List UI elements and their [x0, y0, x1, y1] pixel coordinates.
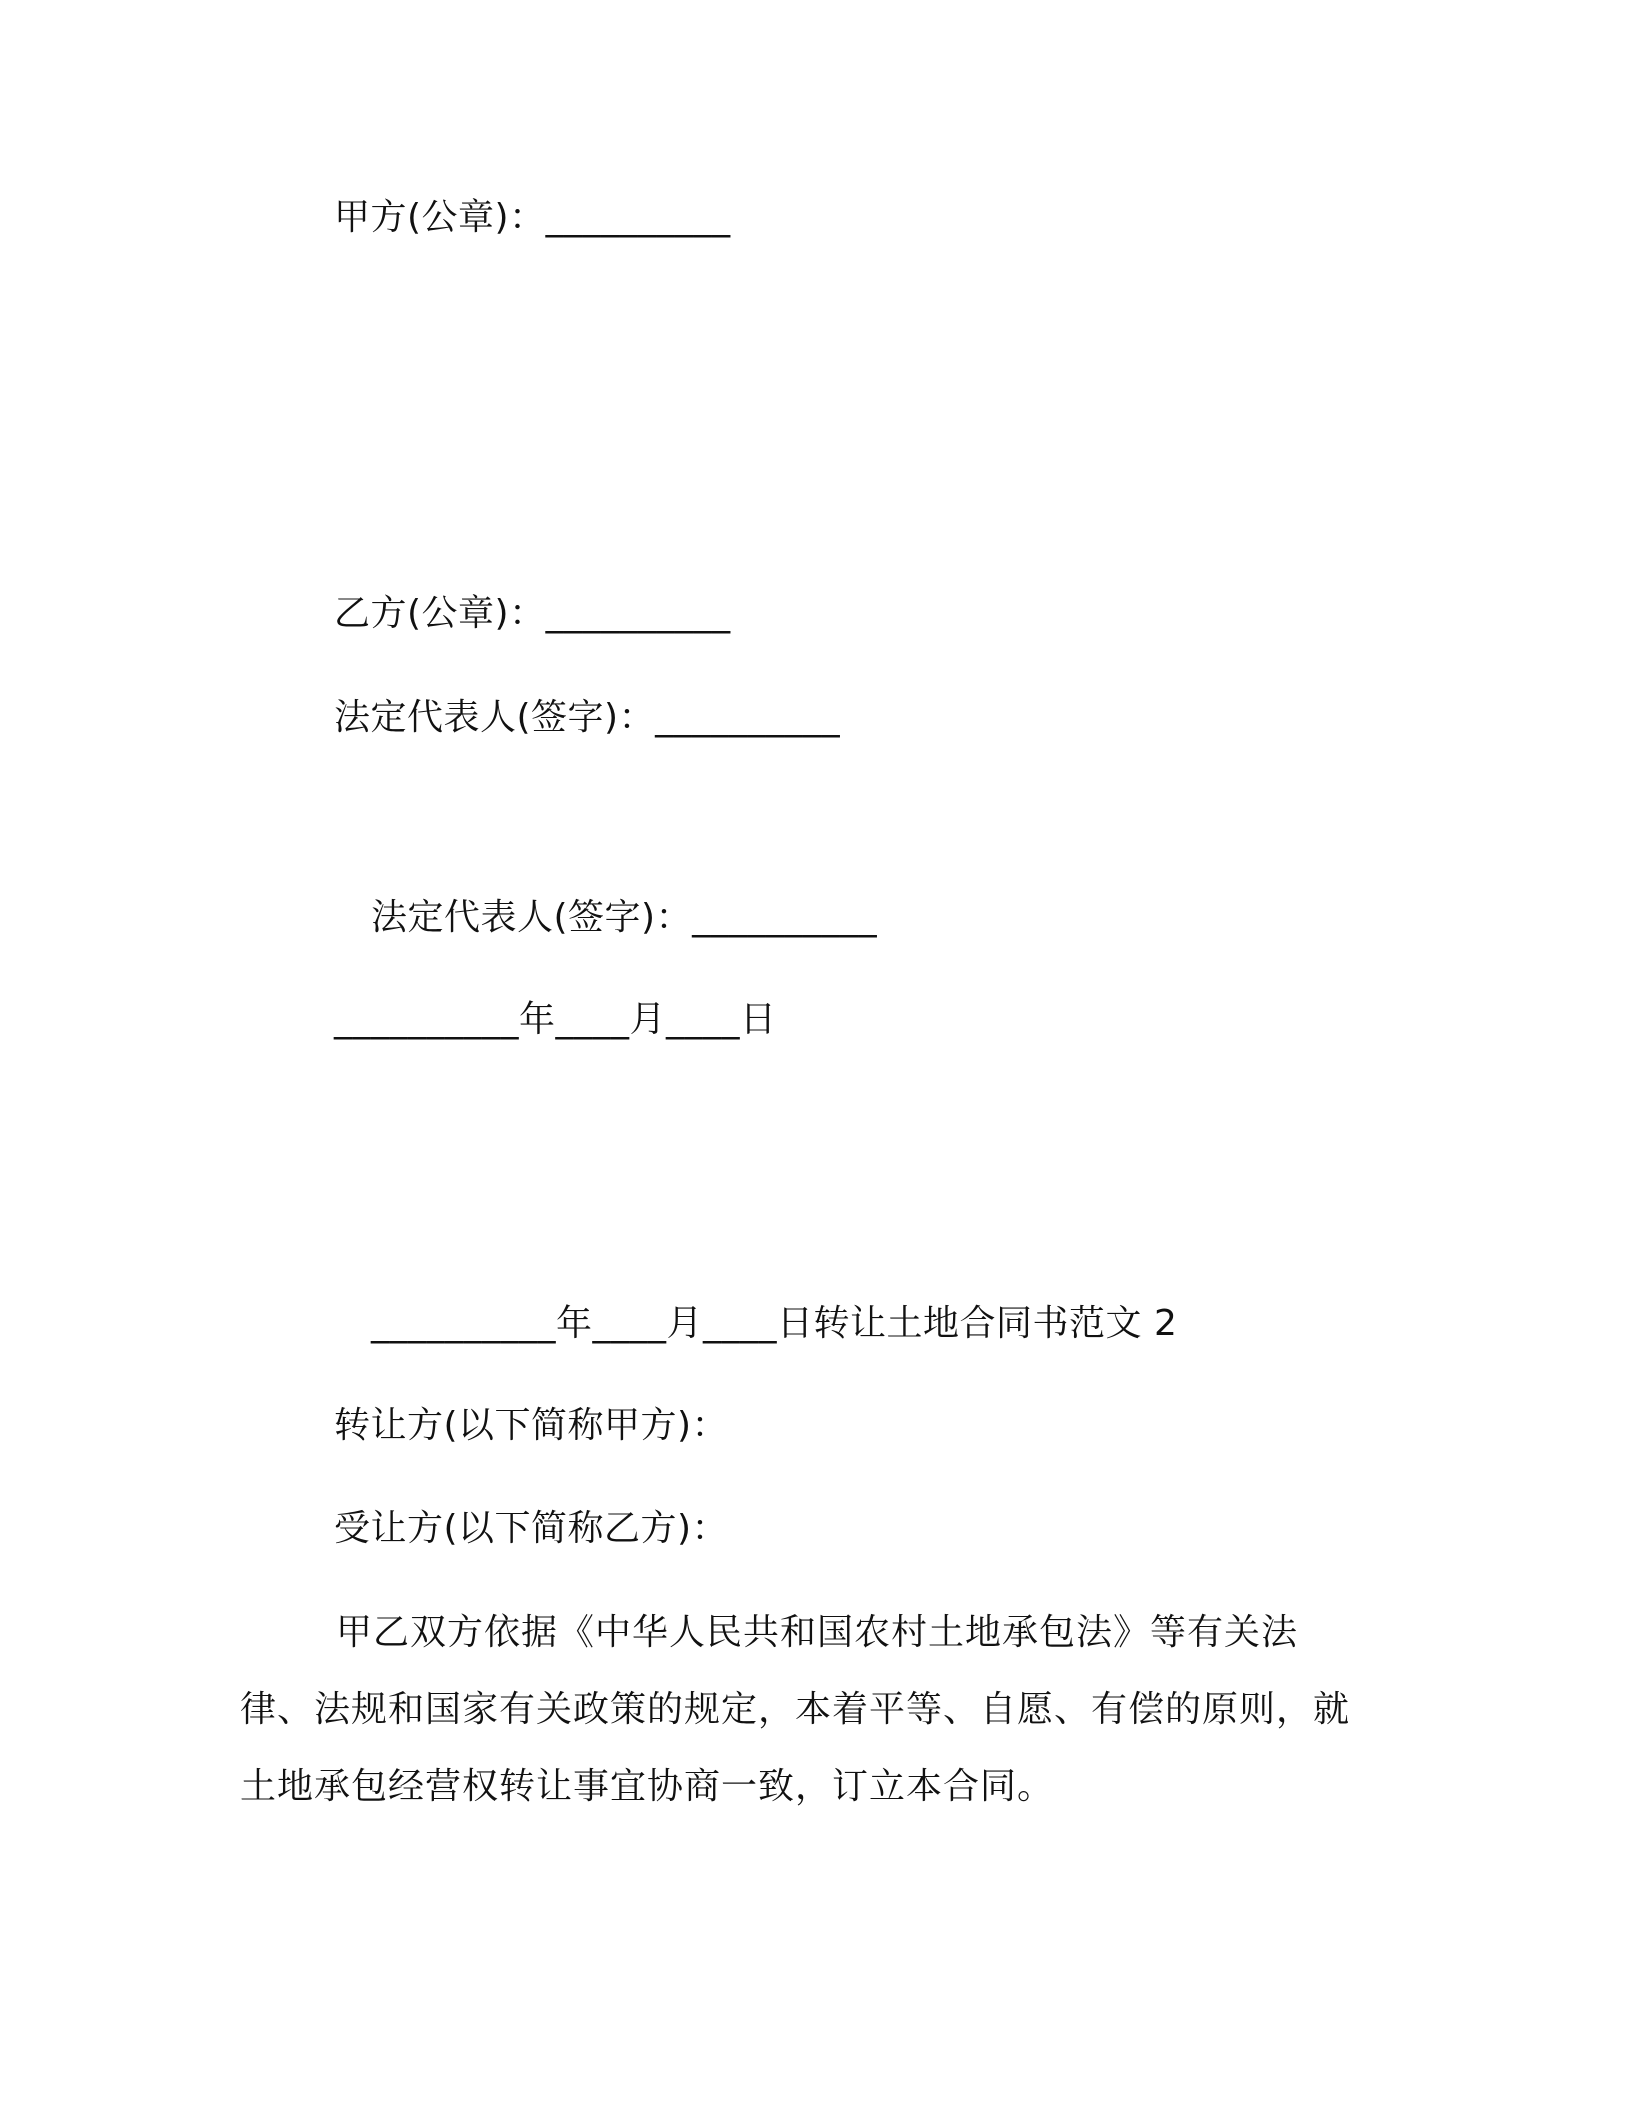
- legal-representative-signature-line-2: 法定代表人(签字)：__________: [371, 897, 878, 938]
- sample-heading: __________年____月____日转让土地合同书范文 2: [371, 1303, 1178, 1344]
- party-b-seal-line: 乙方(公章)：__________: [334, 593, 731, 634]
- party-a-seal-line: 甲方(公章)：__________: [334, 197, 731, 238]
- legal-representative-signature-line: 法定代表人(签字)：__________: [334, 697, 841, 738]
- body-paragraph: 甲乙双方依据《中华人民共和国农村土地承包法》等有关法律、法规和国家有关政策的规定，本着平等、自愿、有偿的原则，就土地承包经营权转让事宜协商一致，订立本合同。: [240, 1612, 1351, 1807]
- transferee-line: 受让方(以下简称乙方)：: [334, 1508, 729, 1549]
- date-line: __________年____月____日: [334, 999, 777, 1040]
- transferor-line: 转让方(以下简称甲方)：: [334, 1405, 729, 1446]
